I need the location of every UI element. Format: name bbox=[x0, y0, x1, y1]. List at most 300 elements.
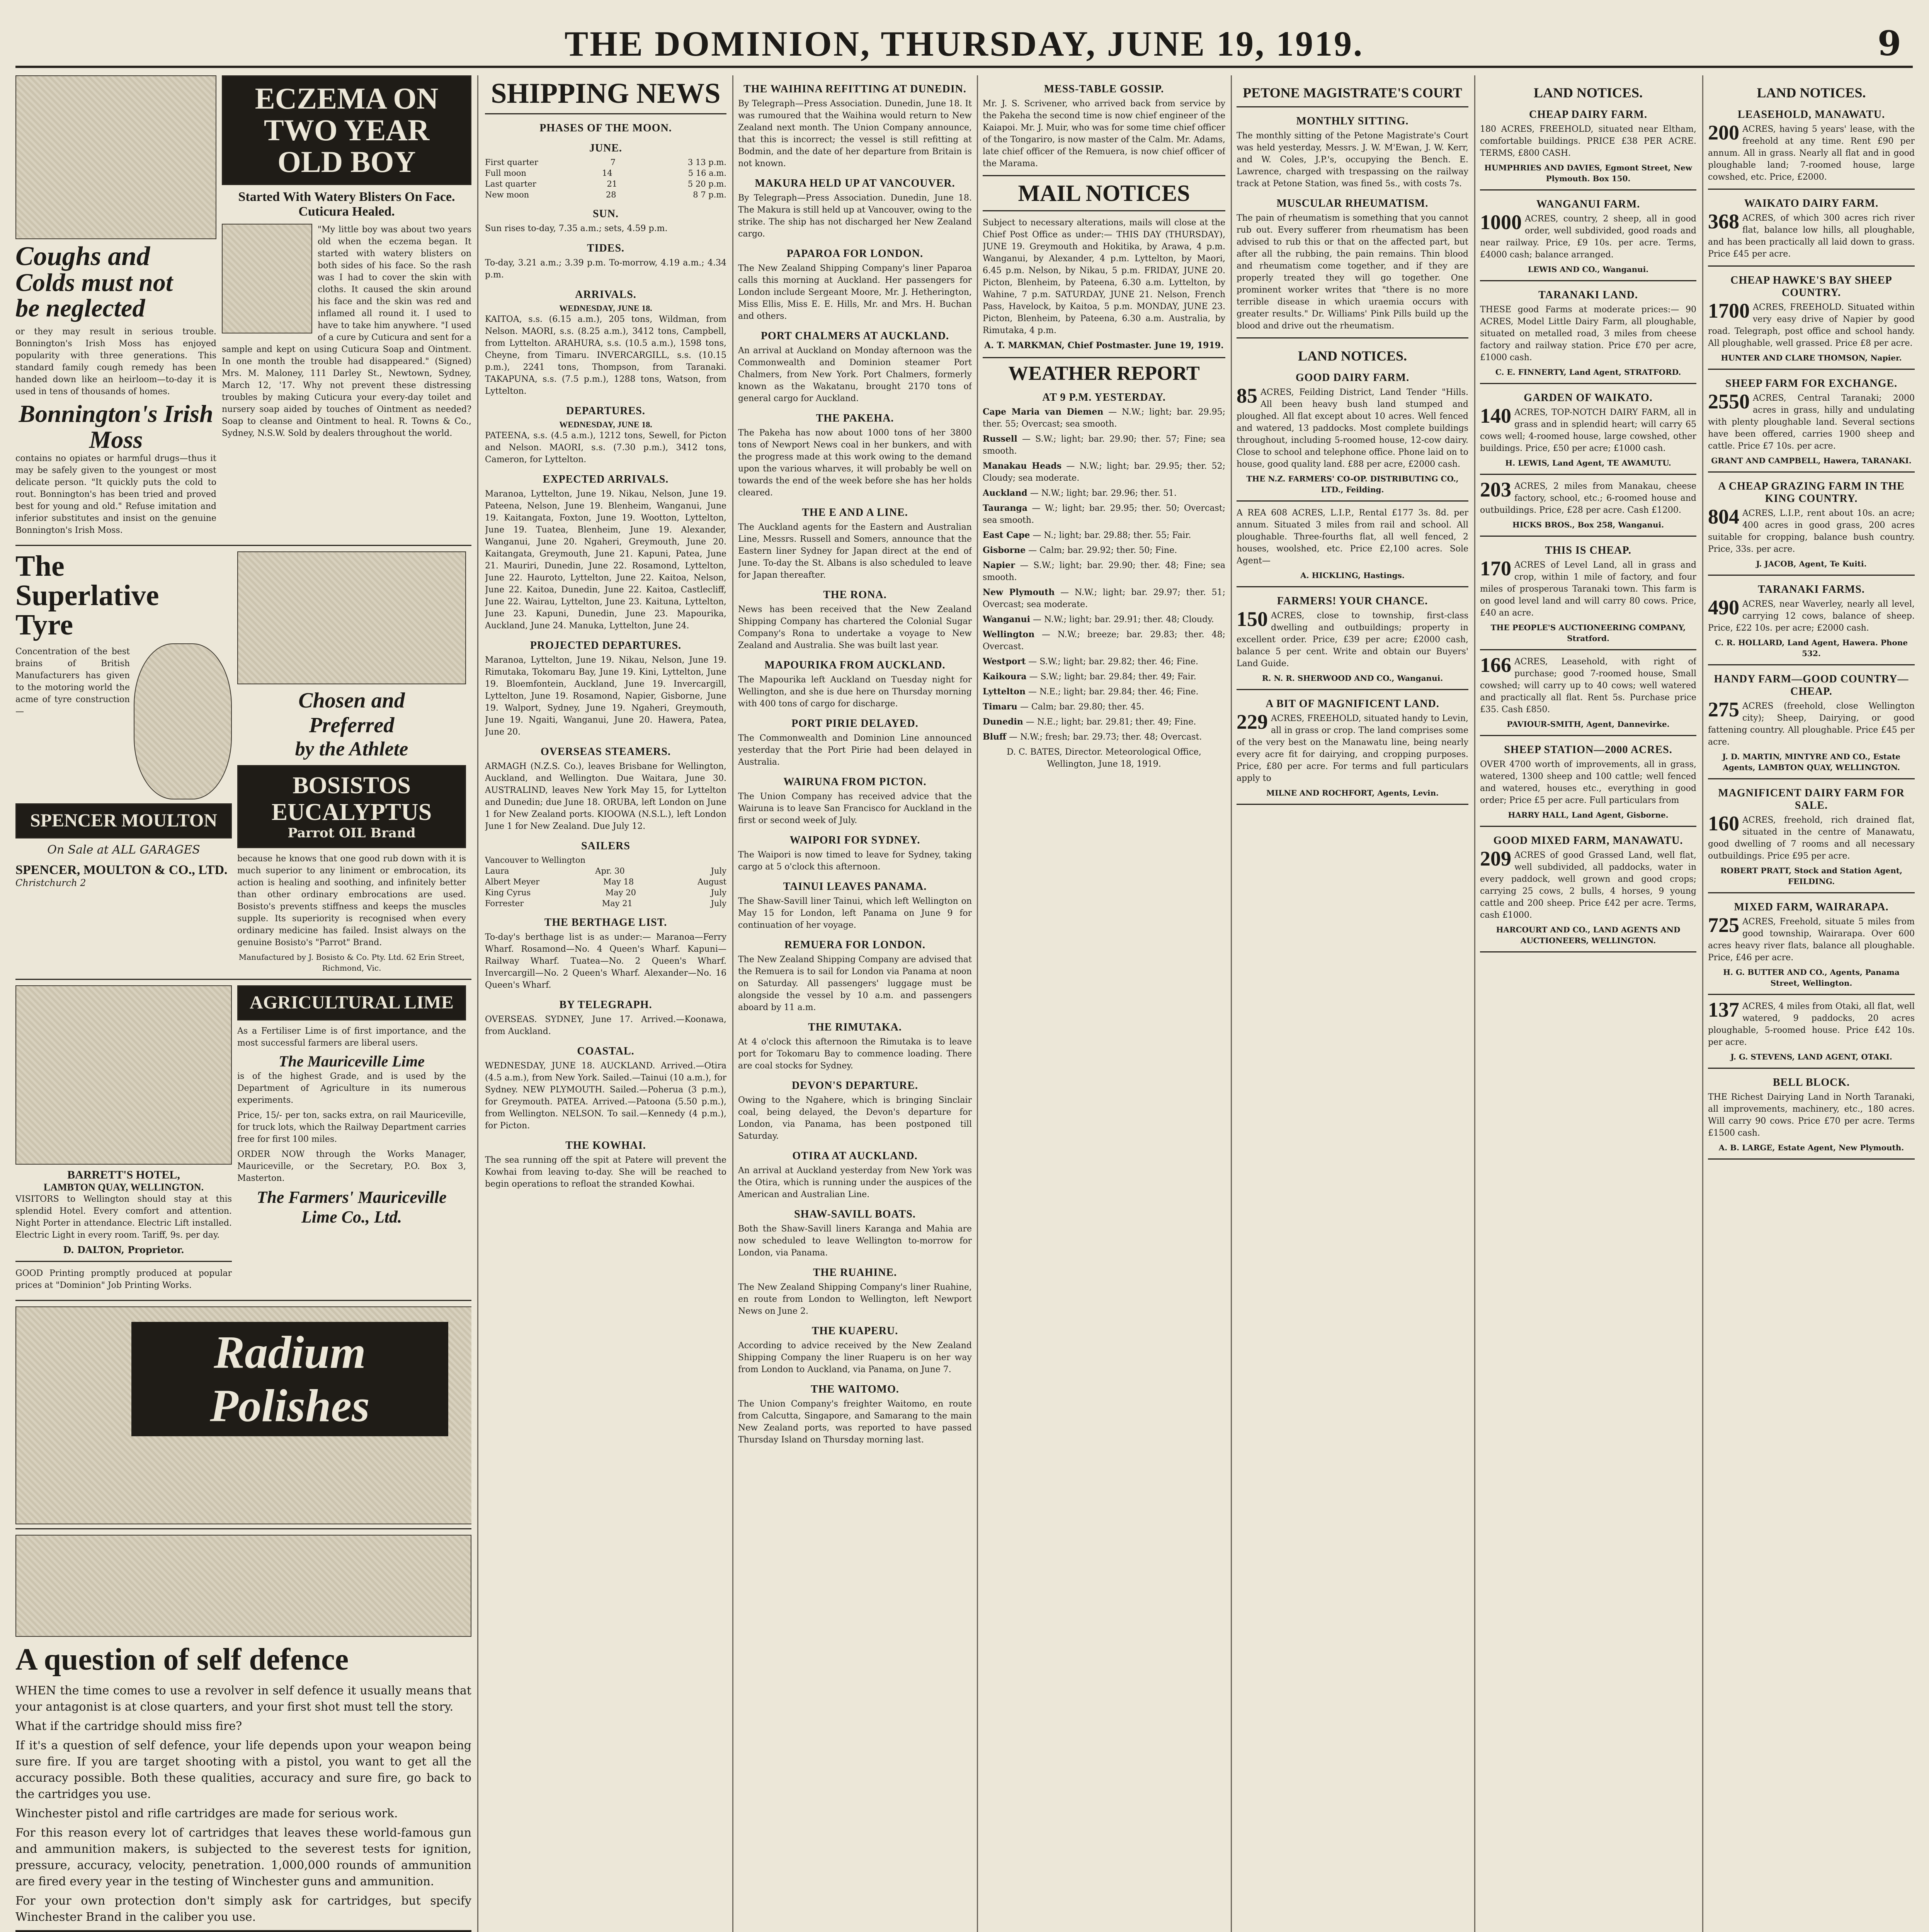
eczema-banner bbox=[222, 75, 471, 185]
land-notices-title: LAND NOTICES. bbox=[1533, 85, 1643, 100]
land-notice-acreage: 140 bbox=[1480, 404, 1511, 427]
land-notice-acreage: 2550 bbox=[1708, 390, 1750, 413]
land-notice-body bbox=[1480, 759, 1696, 806]
bottle-illustration bbox=[15, 75, 216, 239]
land-notice-agent: LEWIS AND CO., Wanganui. bbox=[1528, 265, 1649, 274]
sailer-row bbox=[485, 887, 726, 898]
land-notice-text: ACRES, FREEHOLD. Situated within very easy drive of Napier by good road. Telegraph, post office and school handy. All ploughable, well grassed. Price £8 per acre. bbox=[1708, 303, 1915, 348]
ad-body: ORDER NOW through the Works Manager, Mauriceville, or the Secretary, P.O. Box 3, Masterton. bbox=[237, 1149, 466, 1183]
weather-station: East Cape bbox=[983, 530, 1030, 540]
moon-row-cell: New moon bbox=[485, 190, 529, 199]
land-notice-text: OVER 4700 worth of improvements, all in grass, watered, 1300 sheep and 100 cattle; well fenced and watered, houses etc., everything in good order; Price £5 per acre. Full particulars from bbox=[1480, 760, 1696, 805]
weather-row: East Cape — N.; light; bar. 29.88; ther. 55; Fair. bbox=[983, 530, 1191, 540]
news-heading: PAPAROA FOR LONDON. bbox=[786, 248, 924, 260]
land-notice bbox=[1708, 901, 1915, 995]
sailers-heading: SAILERS bbox=[581, 840, 630, 852]
land-notice-rule bbox=[1237, 500, 1468, 502]
news-heading: WAIPORI FOR SYDNEY. bbox=[789, 834, 920, 846]
land-notice-rule bbox=[1237, 586, 1468, 587]
arrivals-date: WEDNESDAY, JUNE 18. bbox=[559, 303, 652, 313]
land-notice-text: THE Richest Dairying Land in North Taranaki, all improvements, machinery, etc., 180 acres. Will carry 90 cows. Price £70 per acre. Terms £1500 cash. bbox=[1708, 1092, 1915, 1138]
weather-reading: N.W.; light; bar. 29.95; ther. 52; Cloudy; sea moderate. bbox=[983, 461, 1225, 483]
weather-station: Gisborne bbox=[983, 545, 1026, 555]
weather-reading: N.W.; light; bar. 29.97; ther. 51; Overcast; sea moderate. bbox=[983, 588, 1225, 609]
ad-brand: Bonnington's Irish Moss bbox=[19, 400, 213, 454]
weather-reading: S.W.; light; bar. 29.82; ther. 46; Fine. bbox=[1039, 657, 1198, 667]
land-notice-rule bbox=[1708, 778, 1915, 779]
land-notice-title: SHEEP STATION—2000 ACRES. bbox=[1504, 744, 1672, 756]
land-notice-text: ACRES of good Grassed Land, well flat, well subdivided, all paddocks, water in every paddock, well grown and good crops; carrying 25 cows, 2 bulls, 4 horses, 9 young cattle and 200 sheep. Price £42 per acre. Terms, cash £1000. bbox=[1480, 850, 1696, 920]
telegraph-heading: BY TELEGRAPH. bbox=[559, 999, 652, 1011]
land-notice bbox=[1708, 378, 1915, 473]
rule bbox=[983, 210, 1225, 211]
ad-body: "My little boy was about two years old when the eczema began. It started with watery blisters on both sides of his face. So the rash was I had to cover the skin with cloths. It caused the skin around his face and the skin was red and inflamed all round it. I used to have to take him anywhere. "I used of a cure by Cuticura and sent for a sample and kept on using Cuticura Soap and Ointment. In one month the trouble had disappeared." (Signed) Mrs. M. Maloney, 111 Darley St., Newtown, Sydney, March 12, '17. Why not prevent these distressing troubles by making Cuticura your every-day toilet and nursery soap aided by touches of Ointment as needed? Soap to cleanse and Ointment to heal. R. Towns & Co., Sydney, N.S.W. Sold by dealers throughout the world. bbox=[222, 224, 471, 438]
advertisement-column bbox=[15, 75, 471, 1932]
sailer-row-cell: July bbox=[711, 899, 726, 908]
bonnington-ad bbox=[15, 75, 216, 539]
ad-brand-sub: Parrot OIL Brand bbox=[287, 825, 416, 841]
news-text: An arrival at Auckland yesterday from New York was the Otira, which is running under the auspices of the American and Australian Line. bbox=[738, 1166, 972, 1199]
land-notice-agent: C. R. HOLLARD, Land Agent, Hawera. Phone 532. bbox=[1715, 638, 1908, 658]
land-notice-title: MIXED FARM, WAIRARAPA. bbox=[1734, 901, 1889, 913]
land-notice-title: LEASEHOLD, MANAWATU. bbox=[1737, 109, 1885, 121]
rheumatism-heading: MUSCULAR RHEUMATISM. bbox=[1276, 197, 1429, 209]
weather-row: Manakau Heads — N.W.; light; bar. 29.95; ther. 52; Cloudy; sea moderate. bbox=[983, 461, 1225, 483]
land-notice-rule bbox=[1708, 189, 1915, 190]
land-notices-title: LAND NOTICES. bbox=[1298, 348, 1407, 364]
news-heading: THE RIMUTAKA. bbox=[808, 1021, 902, 1033]
land-notice-rule bbox=[1237, 804, 1468, 805]
weather-station: Tauranga bbox=[983, 503, 1027, 513]
masthead bbox=[15, 19, 1913, 66]
ad-body: because he knows that one good rub down with it is much superior to any liniment or embrocation, its action is healing and soothing, and infinitely better than other ordinary embrocations are used. Bosisto's prevents stiffness and keeps the muscles supple. Its superiority is recognised when every ordinary medicine has failed. Insist always on the genuine Bosisto's "Parrot" Brand. bbox=[237, 854, 466, 947]
weather-row: Wanganui — N.W.; light; bar. 29.91; ther. 48; Cloudy. bbox=[983, 614, 1214, 624]
land-notice-body bbox=[1708, 913, 1915, 964]
land-notice-acreage: 229 bbox=[1237, 710, 1268, 733]
shipping-news-column bbox=[485, 75, 726, 1932]
land-notice bbox=[1708, 109, 1915, 190]
land-notice-body bbox=[1237, 386, 1468, 470]
land-notice-acreage: 209 bbox=[1480, 847, 1511, 870]
land-notice-acreage: 1000 bbox=[1480, 211, 1522, 234]
moon-heading: PHASES OF THE MOON. bbox=[539, 122, 672, 134]
spencer-moulton-ad bbox=[15, 551, 232, 973]
projected-heading: PROJECTED DEPARTURES. bbox=[530, 639, 682, 651]
shipping-items-column bbox=[738, 75, 972, 1932]
sailers-table bbox=[485, 855, 726, 909]
ad-headline: Tyre bbox=[15, 609, 73, 641]
hotel-illustration bbox=[15, 985, 232, 1165]
weather-reading: S.W.; light; bar. 29.90; ther. 57; Fine; sea smooth. bbox=[983, 434, 1225, 456]
news-text: According to advice received by the New Zealand Shipping Company the liner Ruaperu is on her way from London to Auckland, via Panama, on June 7. bbox=[738, 1341, 972, 1374]
sailer-row-cell: Albert Meyer bbox=[485, 877, 540, 886]
moon-row-cell: 28 bbox=[606, 190, 616, 199]
hotel-ad bbox=[15, 985, 232, 1294]
ad-headline: The bbox=[15, 550, 65, 583]
land-notice-body bbox=[1708, 212, 1915, 260]
ad-separator bbox=[15, 979, 471, 980]
moon-row-cell: First quarter bbox=[485, 158, 538, 167]
land-notice-rule bbox=[1480, 280, 1696, 281]
brand-banner bbox=[15, 803, 232, 838]
land-notice-agent: J. JACOB, Agent, Te Kuiti. bbox=[1756, 559, 1867, 568]
column-divider bbox=[1474, 75, 1475, 1932]
news-text: By Telegraph—Press Association. Dunedin, June 18. It was rumoured that the Waihina would return to New Zealand next month. The Union Company announce, that this is incorrect; the vessel is still refitting at Bodmin, and the date of her departure from Britain is not known. bbox=[738, 99, 972, 168]
news-text: The Auckland agents for the Eastern and Australian Line, Messrs. Russell and Somers, announce that the Eastern liner Sydney for Japan direct at the end of June. To-day the St. Albans is also scheduled to leave for Japan thereafter. bbox=[738, 522, 972, 580]
land-column-2 bbox=[1708, 75, 1915, 1932]
moon-table bbox=[485, 157, 726, 200]
coastal-heading: COASTAL. bbox=[577, 1045, 634, 1057]
news-text: The Waipori is now timed to leave for Sydney, taking cargo at 5 o'clock this afternoon. bbox=[738, 850, 972, 872]
land-notice-rule bbox=[1708, 369, 1915, 370]
lime-banner bbox=[237, 985, 466, 1020]
land-notice-title: GOOD MIXED FARM, MANAWATU. bbox=[1493, 835, 1683, 847]
coastal-text: WEDNESDAY, JUNE 18. AUCKLAND. Arrived.—Otira (4.5 a.m.), from New York. Sailed.—Tainui (10 a.m.), for Sydney. NEW PLYMOUTH. Sailed.—Poherua (3 p.m.), for Greymouth. PATEA. Arrived.—Patoona (5.50 p.m.), from Wellington. NELSON. To sail.—Kennedy (4 p.m.), for Picton. bbox=[485, 1061, 726, 1131]
moon-row bbox=[485, 179, 726, 189]
land-notice-rule bbox=[1708, 994, 1915, 995]
moon-row-cell: 5 20 p.m. bbox=[687, 179, 726, 189]
ad-heading: The Mauriceville Lime bbox=[279, 1052, 425, 1070]
moon-row-cell: 8 7 p.m. bbox=[693, 190, 726, 199]
ad-title: ECZEMA ON TWO YEAR OLD BOY bbox=[255, 82, 439, 179]
weather-reading: N.W.; breeze; bar. 29.83; ther. 48; Overcast. bbox=[983, 630, 1225, 651]
rule bbox=[485, 113, 726, 114]
land-notice-text: ACRES, Freehold, situate 5 miles from good township, Wairarapa. Over 600 acres heavy river flats, balance all ploughable. Price, £46 per acre. bbox=[1708, 917, 1915, 963]
land-notice-body bbox=[1237, 710, 1468, 784]
weather-reading: S.W.; light; bar. 29.84; ther. 49; Fair. bbox=[1040, 672, 1196, 682]
arrivals-text: KAITOA, s.s. (6.15 a.m.), 205 tons, Wildman, from Nelson. MAORI, s.s. (8.25 a.m.), 3412 tons, Campbell, from Lyttelton. ARAHURA, s.s. (10.5 a.m.), 1598 tons, Cheyne, from Timaru. INVERCARGILL, s.s. (10.15 p.m.), 2241 tons, Thompson, from Taranaki. TAKAPUNA, s.s. (7.5 p.m.), 1288 tons, Watson, from Lyttelton. bbox=[485, 315, 726, 396]
weather-row: New Plymouth — N.W.; light; bar. 29.97; ther. 51; Overcast; sea moderate. bbox=[983, 587, 1225, 609]
land-notice-title: FARMERS! YOUR CHANCE. bbox=[1277, 595, 1428, 607]
weather-station: Manakau Heads bbox=[983, 461, 1062, 471]
land-notice-acreage: 170 bbox=[1480, 557, 1511, 580]
news-heading: WAIRUNA FROM PICTON. bbox=[783, 776, 927, 788]
weather-subtitle: AT 9 P.M. YESTERDAY. bbox=[1042, 391, 1166, 403]
revolver-illustration bbox=[15, 1535, 471, 1637]
land-notice-text: ACRES, near Waverley, nearly all level, carrying 12 cows, balance of sheep. Price, £22 10s. per acre; £2000 cash. bbox=[1708, 599, 1915, 633]
land-notice-text: ACRES, close to township, first-class dwelling and outbuildings; property in excellent order. Price, £39 per acre; £2000 cash, balance 5 per cent. Write and obtain our Buyers' Land Guide. bbox=[1237, 611, 1468, 668]
mail-notices-signature: A. T. MARKMAN, Chief Postmaster. June 19, 1919. bbox=[984, 340, 1224, 350]
land-notice-text: ACRES, TOP-NOTCH DAIRY FARM, all in grass and in splendid heart; will carry 65 cows well; 4-roomed house, large cowshed, other buildings. Price, £50 per acre; £1000 cash. bbox=[1480, 408, 1696, 453]
news-heading: THE WAITOMO. bbox=[811, 1383, 899, 1395]
sailer-row bbox=[485, 855, 726, 866]
news-text: The Union Company's freighter Waitomo, en route from Calcutta, Singapore, and Samarang to the main New Zealand ports, was reported to have passed Thursday Island on Thursday morning last. bbox=[738, 1399, 972, 1445]
moon-row bbox=[485, 157, 726, 168]
overseas-text: ARMAGH (N.Z.S. Co.), leaves Brisbane for Wellington, Auckland, and Wellington. Due Waitara, June 30. AUSTRALIND, leaves New York May 15, for Lyttelton and Dunedin; due June 18. ORUBA, left London on June 1 for New Zealand ports. KIOOWA (N.S.L.), left London June 1 for New Zealand. Due July 12. bbox=[485, 762, 726, 831]
land-notice-text: 180 ACRES, FREEHOLD, situated near Eltham, comfortable buildings. PRICE £38 PER ACRE. TERMS, £800 CASH. bbox=[1480, 124, 1696, 158]
sailer-row-cell: May 18 bbox=[603, 877, 634, 886]
weather-station: Bluff bbox=[983, 732, 1007, 742]
land-notice-agent: J. D. MARTIN, MINTYRE AND CO., Estate Agents, LAMBTON QUAY, WELLINGTON. bbox=[1722, 752, 1901, 772]
land-notice-text: A REA 608 ACRES, L.I.P., Rental £177 3s. 8d. per annum. Situated 3 miles from rail and school. All ploughable. Three-fourths flat, all well fenced, 2 houses, woolshed, etc. Price £2,100 acres. Sole Agent— bbox=[1237, 508, 1468, 566]
land-notice-text: ACRES, country, 2 sheep, all in good order, well subdivided, good roads and near railway. Price, £9 10s. per acre. Terms, £4000 cash; balance arranged. bbox=[1480, 214, 1696, 260]
cuticura-ad bbox=[222, 75, 471, 539]
news-heading: THE RONA. bbox=[823, 589, 887, 601]
weather-station: Dunedin bbox=[983, 717, 1023, 727]
land-notice bbox=[1708, 583, 1915, 665]
rule bbox=[983, 357, 1225, 358]
moon-row bbox=[485, 168, 726, 179]
land-notice-title: A CHEAP GRAZING FARM IN THE KING COUNTRY. bbox=[1718, 480, 1905, 505]
ad-maker: Manufactured by J. Bosisto & Co. Pty. Ltd. 62 Erin Street, Richmond, Vic. bbox=[238, 952, 465, 973]
land-notice-acreage: 203 bbox=[1480, 478, 1511, 501]
news-heading: MAPOURIKA FROM AUCKLAND. bbox=[764, 659, 946, 671]
moon-row-cell: Full moon bbox=[485, 168, 526, 178]
berthage-text: To-day's berthage list is as under:— Maranoa—Ferry Wharf. Rosamond—No. 4 Queen's Wharf. Kapuni—Railway Wharf. Tuatea—No. 2 Queen's Wharf. Invercargill—No. 2 Queen's Wharf. Alexander—No. 16 Queen's Wharf. bbox=[485, 932, 726, 990]
land-notice-acreage: 137 bbox=[1708, 998, 1739, 1021]
land-notice-text: ACRES, FREEHOLD, situated handy to Levin, all in grass or crop. The land comprises some of the very best on the Manawatu line, being nearly every acre fit for dairying, and cropping purposes. Price, £80 per acre. For terms and full particulars apply to bbox=[1237, 714, 1468, 783]
weather-station: Westport bbox=[983, 656, 1026, 667]
land-notice-agent: PAVIOUR-SMITH, Agent, Dannevirke. bbox=[1507, 719, 1670, 729]
weather-signature: D. C. BATES, Director. Meteorological Office, Wellington, June 18, 1919. bbox=[1007, 747, 1201, 769]
land-notice-agent: ROBERT PRATT, Stock and Station Agent, FEILDING. bbox=[1720, 866, 1902, 886]
ad-company: The Farmers' Mauriceville Lime Co., Ltd. bbox=[257, 1187, 447, 1226]
court-subtitle: MONTHLY SITTING. bbox=[1296, 115, 1409, 127]
weather-reading: N.W.; fresh; bar. 29.73; ther. 48; Overcast. bbox=[1020, 732, 1202, 742]
ad-title: A question of self defence bbox=[15, 1642, 349, 1677]
land-notice-acreage: 368 bbox=[1708, 210, 1739, 233]
land-notice-body bbox=[1480, 480, 1696, 516]
hotel-address: LAMBTON QUAY, WELLINGTON. bbox=[43, 1181, 204, 1193]
ad-body: contains no opiates or harmful drugs—thus it may be safely given to the youngest or most delicate person. "It quickly puts the cold to rout. Bonnington's has been tried and proved best for young and old." Refuse imitation and inferior substitutes and insist on the genuine Bonnington's Irish Moss. bbox=[15, 454, 216, 536]
land-notice-body bbox=[1237, 607, 1468, 670]
athlete-illustration bbox=[237, 551, 466, 684]
land-notices-list bbox=[1237, 372, 1468, 805]
ad-body: or they may result in serious trouble. Bonnington's Irish Moss has enjoyed popularity with three generations. This standard family cough remedy has been handed down like an heirloom—to-day it is used in tens of thousands of homes. bbox=[15, 327, 216, 396]
column-divider bbox=[732, 75, 733, 1932]
land-notice-text: ACRES, of which 300 acres rich river flat, balance low hills, all ploughable, and has been practically all laid down to grass. Price £45 per acre. bbox=[1708, 213, 1915, 259]
news-heading: REMUERA FOR LONDON. bbox=[784, 939, 926, 951]
land-notice bbox=[1708, 480, 1915, 576]
projected-text: Maranoa, Lyttelton, June 19. Nikau, Nelson, June 19. Rimutaka, Tokomaru Bay, June 19. Kini, Lyttelton, June 19. Bloemfontein, Auckland, June 19. Invercargill, Lyttelton, June 19. Rosamond, Napier, Gisborne, June 19. Walport, Sydney, June 19. Ngaheri, Greymouth, June 19. Ngaiti, Wanganui, June 20. Hawera, Patea, June 20. bbox=[485, 655, 726, 737]
rule bbox=[1237, 106, 1468, 107]
ad-agent: SPENCER, MOULTON & CO., LTD. bbox=[15, 863, 228, 878]
column-divider bbox=[1702, 75, 1703, 1932]
ad-body: What if the cartridge should miss fire? bbox=[15, 1719, 242, 1733]
tide-text: To-day, 3.21 a.m.; 3.39 p.m. To-morrow, 4.19 a.m.; 4.34 p.m. bbox=[485, 258, 726, 280]
land-notice-rule bbox=[1480, 536, 1696, 537]
weather-reading: Calm; bar. 29.80; ther. 45. bbox=[1031, 702, 1144, 712]
news-text: News has been received that the New Zealand Shipping Company has chartered the Colonial Sugar Company's Rona to undertake a voyage to New Zealand and Australia. She was built last year. bbox=[738, 605, 972, 650]
ad-brand: Radium Polishes bbox=[131, 1322, 448, 1436]
ad-body: For your own protection don't simply ask for cartridges, but specify Winchester Brand in the caliber you use. bbox=[15, 1894, 471, 1924]
weather-row: Westport — S.W.; light; bar. 29.82; ther. 46; Fine. bbox=[983, 656, 1198, 667]
arrivals-heading: ARRIVALS. bbox=[575, 289, 636, 301]
weather-table bbox=[983, 406, 1225, 743]
mail-notices-title: MAIL NOTICES bbox=[1018, 180, 1190, 206]
land-notice-title: BELL BLOCK. bbox=[1773, 1077, 1850, 1088]
column-divider bbox=[977, 75, 978, 1932]
land-notice-agent: A. B. LARGE, Estate Agent, New Plymouth. bbox=[1718, 1143, 1904, 1152]
news-heading: THE PAKEHA. bbox=[816, 412, 894, 424]
land-notice-acreage: 490 bbox=[1708, 596, 1739, 619]
page-number: 9 bbox=[1877, 23, 1901, 63]
weather-row: Tauranga — W.; light; bar. 29.95; ther. 50; Overcast; sea smooth. bbox=[983, 503, 1225, 525]
child-portrait bbox=[222, 224, 312, 333]
land-notice-rule bbox=[1480, 383, 1696, 384]
land-notice-text: ACRES, Feilding District, Land Tender "Hills. All been heavy bush land stumped and ploughed. All flat except about 10 acres. Well fenced and watered, 13 paddocks. Most complete buildings throughout, including 5-roomed house, 12-cow dairy. Close to school and telephone office. Phone laid on to house, good quality land. £88 per acre, £2000 cash. bbox=[1237, 388, 1468, 469]
land-notice-text: ACRES, L.I.P., rent about 10s. an acre; 400 acres in good grass, 200 acres suitable for cropping, balance bush country. Price, 33s. per acre. bbox=[1708, 509, 1915, 554]
sailer-row-cell: King Cyrus bbox=[485, 888, 531, 897]
court-column bbox=[1237, 75, 1468, 1932]
eucalyptus-ad bbox=[237, 551, 466, 973]
weather-reading: N.E.; light; bar. 29.84; ther. 46; Fine. bbox=[1039, 687, 1199, 697]
ad-body: Price, 15/- per ton, sacks extra, on rail Mauriceville, for truck lots, which the Railway Department carries free for first 100 miles. bbox=[237, 1110, 466, 1144]
expected-text: Maranoa, Lyttelton, June 19. Nikau, Nelson, June 19. Pateena, Nelson, June 19. Blenheim, Wanganui, June 19. Kaitangata, Foxton, June 19. Wootton, Lyttelton, June 19. Tuatea, Blenheim, June 19. Alexander, Wanganui, June 20. Ngaheri, Greymouth, June 20. Kaitangata, Greymouth, June 21. Kapuni, Patea, June 21. Mauriri, Dunedin, June 22. Rosamond, Lyttelton, June 22. Hauroto, Lyttelton, June 22. Kaitoa, Nelson, June 22. Kaitoa, Dunedin, June 22. Kaitoa, Castlecliff, June 22. Wairau, Lyttelton, June 23. Kaituna, Lyttelton, June 23. Kapuni, Dunedin, June 23. Mapourika, Auckland, June 24. Manuka, Lyttelton, June 24. bbox=[485, 489, 726, 631]
tyre-illustration bbox=[134, 643, 232, 799]
kowhai-heading: THE KOWHAI. bbox=[565, 1139, 646, 1151]
land-notices-list bbox=[1708, 109, 1915, 1160]
land-notice bbox=[1480, 198, 1696, 281]
land-notice-rule bbox=[1480, 735, 1696, 736]
sailer-row-cell: Apr. 30 bbox=[595, 866, 625, 876]
court-text: The monthly sitting of the Petone Magistrate's Court was held yesterday, Messrs. J. W. M'Ewan, J. W. Kerr, and W. Coles, J.P.'s, occupying the Bench. E. Lawrence, charged with trespassing on the railway track at Petone Station, was fined 5s., with costs 7s. bbox=[1237, 131, 1468, 189]
land-notice-agent: THE N.Z. FARMERS' CO-OP. DISTRIBUTING CO., LTD., Feilding. bbox=[1246, 474, 1459, 494]
land-notice-title: HANDY FARM—GOOD COUNTRY—CHEAP. bbox=[1714, 673, 1909, 697]
land-notice-rule bbox=[1708, 575, 1915, 576]
land-notice bbox=[1480, 109, 1696, 190]
news-heading: THE RUAHINE. bbox=[813, 1267, 897, 1279]
court-title: PETONE MAGISTRATE'S COURT bbox=[1243, 85, 1462, 100]
land-notice-agent: H. LEWIS, Land Agent, TE AWAMUTU. bbox=[1505, 458, 1671, 468]
expected-heading: EXPECTED ARRIVALS. bbox=[543, 473, 669, 485]
land-notice-body bbox=[1480, 559, 1696, 619]
weather-row: Lyttelton — N.E.; light; bar. 29.84; ther. 46; Fine. bbox=[983, 687, 1199, 697]
land-notice-title: WANGANUI FARM. bbox=[1536, 198, 1640, 210]
weather-report-title: WEATHER REPORT bbox=[1008, 362, 1200, 384]
column-divider bbox=[477, 75, 478, 1932]
land-notice-title: TARANAKI LAND. bbox=[1538, 289, 1638, 301]
land-notice-body bbox=[1480, 123, 1696, 159]
ad-headline: be neglected bbox=[15, 294, 145, 322]
weather-row: Napier — S.W.; light; bar. 29.90; ther. 48; Fine; sea smooth. bbox=[983, 560, 1225, 582]
ad-body: Concentration of the best brains of British Manufacturers has given to the motoring world the acme of tyre construction— bbox=[15, 647, 130, 717]
land-notice-text: THESE good Farms at moderate prices:— 90 ACRES, Model Little Dairy Farm, all ploughable, situated on metalled road, 3 miles from cheese factory and railway station. Price £70 per acre, £1000 cash. bbox=[1480, 305, 1696, 362]
land-notice-agent: HARCOURT AND CO., LAND AGENTS AND AUCTIONEERS, WELLINGTON. bbox=[1496, 925, 1681, 945]
news-text: The Commonwealth and Dominion Line announced yesterday that the Port Pirie had been delayed in Australia. bbox=[738, 733, 972, 767]
land-notice-agent: THE PEOPLE'S AUCTIONEERING COMPANY, Stratford. bbox=[1490, 623, 1686, 643]
land-notice-rule bbox=[1708, 1068, 1915, 1069]
land-notice-title: WAIKATO DAIRY FARM. bbox=[1744, 197, 1879, 209]
weather-station: Lyttelton bbox=[983, 687, 1026, 697]
land-notice-agent: HICKS BROS., Box 258, Wanganui. bbox=[1512, 520, 1664, 529]
ad-body: If it's a question of self defence, your life depends upon your weapon being sure fire. If you are target shooting with a pistol, you want to get all the accuracy possible. Both these qualities, accuracy and sure fire, go back to the cartridges you use. bbox=[15, 1738, 471, 1801]
land-notice-agent: MILNE AND ROCHFORT, Agents, Levin. bbox=[1266, 788, 1439, 798]
news-heading: MAKURA HELD UP AT VANCOUVER. bbox=[755, 177, 955, 189]
land-notice-title: THIS IS CHEAP. bbox=[1545, 544, 1631, 556]
moon-row-cell: 14 bbox=[602, 168, 612, 178]
ad-tagline: Chosen and bbox=[298, 689, 405, 713]
rheumatism-text: The pain of rheumatism is something that you cannot rub out. Every sufferer from rheumatism has been advised to rub this or that on the affected part, but after all the rubbing, the pain remains. Thin blood and rheumatism come together, and if they are properly treated they will go together. One prominent worker writes that "there is no more terrible disease in which uraemia occurs with greater results." Dr. Williams' Pink Pills build up the blood and drive out the rheumatism. bbox=[1237, 213, 1468, 331]
newspaper-title: THE DOMINION, THURSDAY, JUNE 19, 1919. bbox=[564, 24, 1364, 63]
land-notice-rule bbox=[1708, 664, 1915, 665]
land-notice bbox=[1237, 372, 1468, 502]
land-notice-body bbox=[1708, 507, 1915, 555]
news-heading: PORT PIRIE DELAYED. bbox=[791, 718, 919, 730]
moon-month: JUNE. bbox=[589, 142, 623, 154]
land-notice bbox=[1708, 673, 1915, 779]
berthage-heading: THE BERTHAGE LIST. bbox=[544, 917, 667, 929]
moon-row-cell: 7 bbox=[610, 158, 616, 167]
news-text: At 4 o'clock this afternoon the Rimutaka is to leave port for Tokomaru Bay to commence loading. There are coal stocks for Sydney. bbox=[738, 1037, 972, 1071]
land-notice bbox=[1237, 595, 1468, 690]
land-notice-text: ACRES, having 5 years' lease, with the freehold at any time. Rent £90 per annum. All in grass. Nearly all flat and in good ploughable land; 7-roomed house, large cowshed, etc. Price, £2000. bbox=[1708, 124, 1915, 182]
land-notice-text: ACRES, 4 miles from Otaki, all flat, well watered, 9 paddocks, 20 acres ploughable, 5-roomed house. Price £42 10s. per acre. bbox=[1708, 1002, 1915, 1047]
land-notice-acreage: 85 bbox=[1237, 384, 1257, 407]
land-notice-title: CHEAP HAWKE'S BAY SHEEP COUNTRY. bbox=[1730, 274, 1892, 299]
weather-station: Napier bbox=[983, 560, 1015, 570]
ad-separator bbox=[15, 1528, 471, 1529]
ad-headline: Superlative bbox=[15, 579, 159, 612]
sailer-row bbox=[485, 876, 726, 887]
ad-city: Christchurch 2 bbox=[15, 878, 86, 889]
weather-station: Cape Maria van Diemen bbox=[983, 407, 1104, 417]
land-notice bbox=[1480, 835, 1696, 952]
sailer-row-cell: July bbox=[711, 888, 726, 897]
news-heading: TAINUI LEAVES PANAMA. bbox=[783, 881, 927, 893]
departures-heading: DEPARTURES. bbox=[566, 405, 645, 417]
land-notices-list bbox=[1480, 109, 1696, 952]
land-notice-title: MAGNIFICENT DAIRY FARM FOR SALE. bbox=[1718, 787, 1905, 811]
weather-row: Gisborne — Calm; bar. 29.92; ther. 50; Fine. bbox=[983, 545, 1177, 555]
land-notice-rule bbox=[1708, 1158, 1915, 1160]
ad-title: AGRICULTURAL LIME bbox=[250, 992, 454, 1013]
weather-station: New Plymouth bbox=[983, 587, 1055, 597]
land-notice bbox=[1708, 197, 1915, 267]
ad-availability: On Sale at ALL GARAGES bbox=[47, 843, 200, 857]
radium-polish-ad bbox=[15, 1306, 471, 1523]
moon-row-cell: 3 13 p.m. bbox=[687, 158, 726, 167]
news-heading: THE E AND A LINE. bbox=[802, 507, 908, 519]
land-notice bbox=[1708, 274, 1915, 370]
land-notice bbox=[1708, 1000, 1915, 1069]
land-notice-body bbox=[1237, 507, 1468, 567]
weather-reading: S.W.; light; bar. 29.90; ther. 48; Fine; sea smooth. bbox=[983, 561, 1225, 582]
sailer-row bbox=[485, 866, 726, 876]
news-text: By Telegraph—Press Association. Dunedin, June 18. The Makura is still held up at Vancouver, owing to the strike. The ship has not discharged her New Zealand cargo. bbox=[738, 193, 972, 239]
news-text: The Mapourika left Auckland on Tuesday night for Wellington, and she is due here on Thursday morning with 400 tons of cargo for discharge. bbox=[738, 675, 972, 709]
weather-station: Wanganui bbox=[983, 614, 1031, 624]
land-notice-title: CHEAP DAIRY FARM. bbox=[1529, 109, 1648, 121]
kowhai-text: The sea running off the spit at Patere will prevent the Kowhai from leaving to-day. She will be reached to begin operations to refloat the stranded Kowhai. bbox=[485, 1155, 726, 1189]
sun-heading: SUN. bbox=[592, 208, 619, 220]
land-notice-rule bbox=[1480, 649, 1696, 650]
land-notice-agent: HUNTER AND CLARE THOMSON, Napier. bbox=[1721, 353, 1902, 362]
weather-station: Russell bbox=[983, 434, 1017, 444]
land-notice-title: GARDEN OF WAIKATO. bbox=[1524, 392, 1653, 404]
sailer-row-cell: Laura bbox=[485, 866, 509, 876]
weather-station: Auckland bbox=[983, 488, 1027, 498]
masthead-rule bbox=[15, 66, 1913, 68]
land-notice bbox=[1480, 653, 1696, 736]
news-heading: MESS-TABLE GOSSIP. bbox=[1044, 83, 1164, 95]
land-notice-acreage: 725 bbox=[1708, 913, 1739, 937]
weather-row: Timaru — Calm; bar. 29.80; ther. 45. bbox=[983, 702, 1144, 712]
land-notice bbox=[1708, 1077, 1915, 1160]
land-notice-acreage: 160 bbox=[1708, 812, 1739, 835]
weather-reading: Calm; bar. 29.92; ther. 50; Fine. bbox=[1039, 546, 1177, 555]
ad-separator bbox=[15, 545, 471, 546]
land-notice-body bbox=[1480, 849, 1696, 921]
telegraph-text: OVERSEAS. SYDNEY, June 17. Arrived.—Koonawa, from Auckland. bbox=[485, 1015, 726, 1036]
land-notice-body bbox=[1708, 392, 1915, 452]
land-notice-acreage: 150 bbox=[1237, 607, 1268, 631]
land-notice-rule bbox=[1708, 471, 1915, 473]
land-notice bbox=[1237, 507, 1468, 587]
sailer-row-cell: Forrester bbox=[485, 899, 524, 908]
land-notice-text: ACRES of Level Land, all in grass and crop, within 1 mile of factory, and four miles of prosperous Taranaki town. This farm is on good level land and will carry 80 cows. Price, £40 an acre. bbox=[1480, 560, 1696, 618]
weather-reading: N.W.; light; bar. 29.95; ther. 55; Overcast; sea smooth. bbox=[983, 407, 1225, 429]
